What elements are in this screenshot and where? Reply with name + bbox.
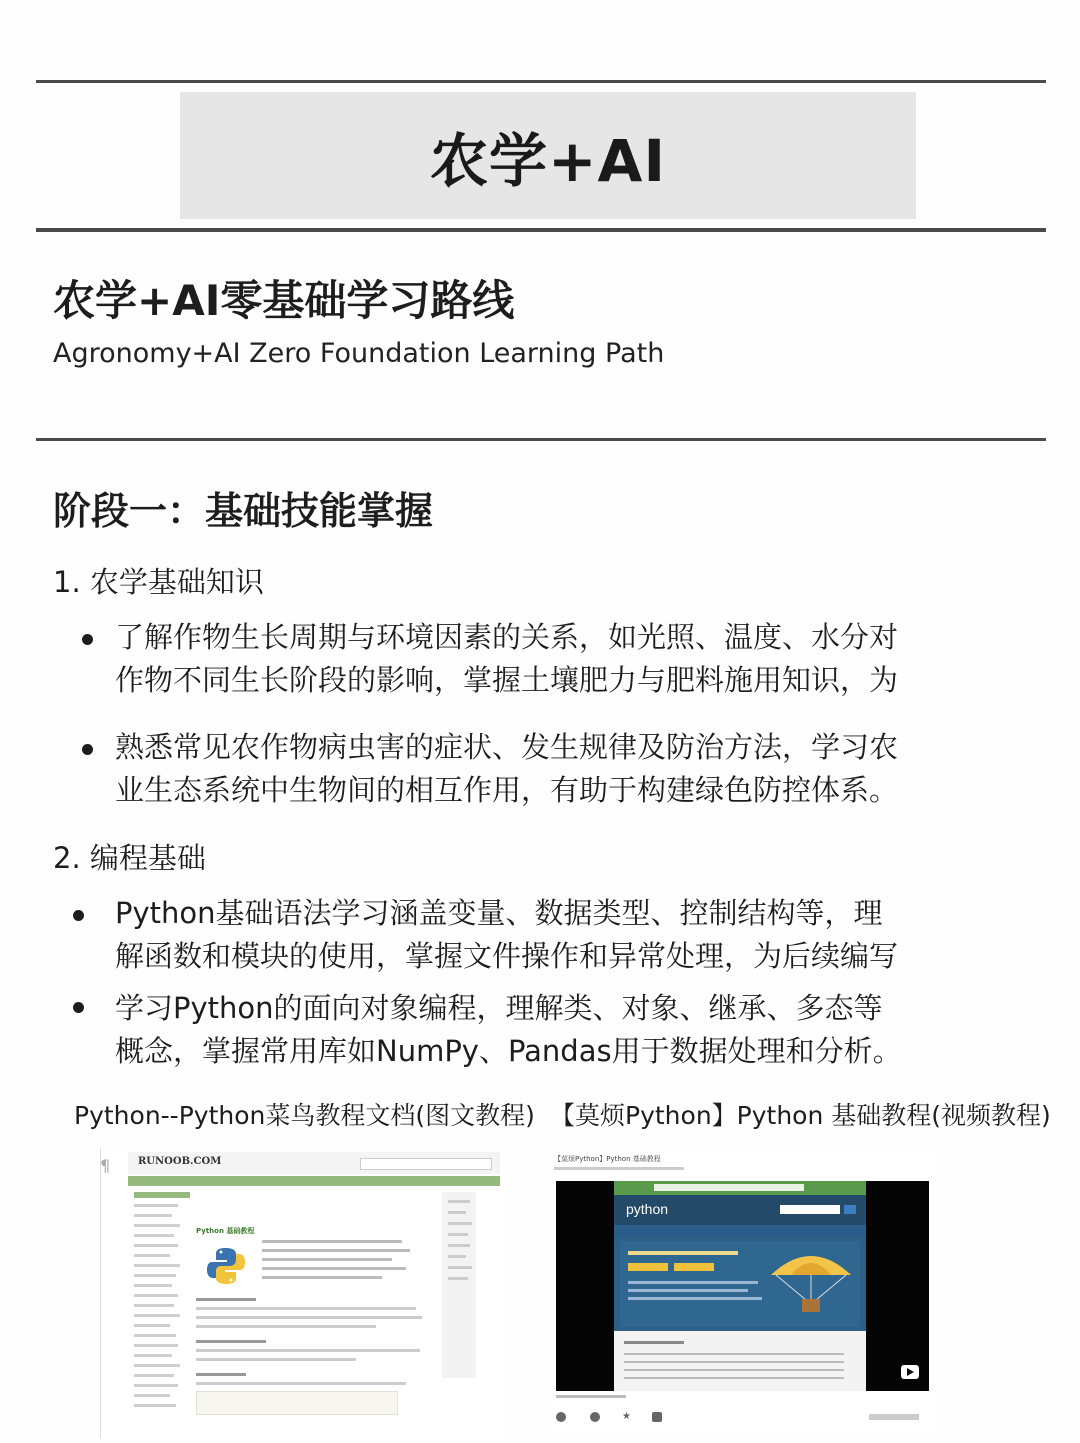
banner-text-line xyxy=(628,1297,762,1300)
pilcrow-icon: ¶ xyxy=(100,1156,111,1175)
share-icon[interactable] xyxy=(652,1412,662,1422)
section-title-programming: 2. 编程基础 xyxy=(53,841,206,875)
python-site-header xyxy=(614,1195,866,1225)
intro-heading: 农学+AI零基础学习路线 xyxy=(53,276,515,325)
sidebar-item xyxy=(134,1274,176,1277)
panel-item xyxy=(448,1211,466,1214)
panel-item xyxy=(448,1277,468,1280)
text-line xyxy=(196,1358,356,1361)
intro-divider xyxy=(36,438,1046,441)
runoob-screenshot[interactable] xyxy=(96,1148,506,1438)
list-item-line: 解函数和模块的使用，掌握文件操作和异常处理，为后续编写 xyxy=(115,939,899,973)
content-text-block xyxy=(262,1240,412,1285)
sidebar-item xyxy=(134,1284,172,1287)
banner-text-line xyxy=(628,1281,758,1284)
python-site-lower xyxy=(614,1331,866,1391)
list-item-line: Python基础语法学习涵盖变量、数据类型、控制结构等，理 xyxy=(115,896,883,930)
site-go-button xyxy=(844,1205,856,1214)
text-line xyxy=(262,1276,382,1279)
code-box xyxy=(196,1391,398,1415)
runoob-nav-bar xyxy=(128,1176,500,1186)
left-margin-line xyxy=(100,1148,101,1438)
text-line xyxy=(262,1258,392,1261)
sidebar-item xyxy=(134,1304,174,1307)
content-title: Python 基础教程 xyxy=(196,1227,255,1235)
text-line xyxy=(624,1377,844,1379)
resource-caption-video: 【莫烦Python】Python 基础教程(视频教程) xyxy=(550,1101,1051,1130)
play-triangle xyxy=(907,1368,914,1376)
runoob-search-box xyxy=(360,1158,492,1170)
list-item xyxy=(115,616,985,702)
parachute-icon xyxy=(766,1245,856,1315)
runoob-header xyxy=(128,1152,500,1174)
more-icon[interactable] xyxy=(869,1414,919,1420)
text-line xyxy=(624,1369,844,1371)
text-line xyxy=(262,1267,406,1270)
text-line xyxy=(624,1353,844,1355)
panel-item xyxy=(448,1233,468,1236)
content-paragraphs xyxy=(196,1298,426,1415)
sidebar-item xyxy=(134,1314,180,1317)
runoob-logo: RUNOOB.COM xyxy=(138,1156,222,1167)
list-item-line: 概念，掌握常用库如NumPy、Pandas用于数据处理和分析。 xyxy=(115,1034,902,1068)
site-search-box xyxy=(780,1205,840,1214)
sidebar-item xyxy=(134,1214,172,1217)
resource-caption-runoob: Python--Python菜鸟教程文档(图文教程) xyxy=(74,1101,535,1130)
video-player[interactable] xyxy=(556,1181,929,1391)
top-rule xyxy=(36,80,1046,83)
text-line xyxy=(196,1382,406,1385)
text-line xyxy=(624,1341,684,1344)
banner-text-line xyxy=(628,1251,738,1255)
list-item-line: 学习Python的面向对象编程，理解类、对象、继承、多态等 xyxy=(115,991,883,1025)
sidebar-item xyxy=(134,1374,174,1377)
stage-heading: 阶段一：基础技能掌握 xyxy=(53,489,434,533)
python-site-logo: python xyxy=(626,1201,669,1217)
sidebar-item xyxy=(134,1294,178,1297)
sidebar-item xyxy=(134,1264,180,1267)
sidebar-item xyxy=(134,1324,170,1327)
list-item-line: 熟悉常见农作物病虫害的症状、发生规律及防治方法，学习农 xyxy=(115,730,899,764)
panel-item xyxy=(448,1266,472,1269)
list-item xyxy=(115,726,985,812)
panel-item xyxy=(448,1200,470,1203)
bullet-dot xyxy=(82,634,93,645)
video-info-line xyxy=(556,1395,626,1398)
text-line xyxy=(262,1240,402,1243)
panel-item xyxy=(448,1255,466,1258)
bullet-dot xyxy=(73,1002,84,1013)
text-line xyxy=(196,1349,420,1352)
banner-text-line xyxy=(628,1289,748,1292)
text-line xyxy=(196,1340,266,1343)
browser-chrome xyxy=(614,1181,866,1195)
list-item xyxy=(115,892,985,978)
list-item-line: 业生态系统中生物间的相互作用，有助于构建绿色防控体系。 xyxy=(115,773,899,807)
video-top-title: 【莫烦Python】Python 基础教程 xyxy=(554,1155,661,1163)
panel-item xyxy=(448,1244,470,1247)
video-screenshot[interactable] xyxy=(550,1150,935,1430)
sidebar-item xyxy=(134,1344,178,1347)
text-line xyxy=(196,1316,422,1319)
sidebar-item xyxy=(134,1354,172,1357)
sidebar-item xyxy=(134,1394,170,1397)
text-line xyxy=(196,1298,256,1301)
python-site-nav xyxy=(614,1225,866,1237)
star-icon[interactable]: ★ xyxy=(622,1411,631,1422)
sidebar-active-item xyxy=(134,1192,190,1198)
intro-subheading: Agronomy+AI Zero Foundation Learning Path xyxy=(53,338,665,369)
list-item-line: 作物不同生长阶段的影响，掌握土壤肥力与肥料施用知识，为 xyxy=(115,663,899,697)
runoob-right-panel xyxy=(442,1192,476,1378)
title-banner xyxy=(180,92,916,219)
runoob-content xyxy=(196,1226,426,1426)
sidebar-item xyxy=(134,1364,180,1367)
section-title-agronomy: 1. 农学基础知识 xyxy=(53,565,264,599)
page-title: 农学+AI xyxy=(429,126,667,195)
python-logo-icon xyxy=(206,1246,246,1286)
sidebar-item xyxy=(134,1404,176,1407)
sidebar-item xyxy=(134,1204,178,1207)
text-line xyxy=(196,1373,246,1376)
download-banner xyxy=(620,1241,860,1327)
video-action-bar xyxy=(556,1412,929,1424)
bullet-dot xyxy=(82,744,93,755)
sidebar-item xyxy=(134,1254,170,1257)
address-bar xyxy=(654,1184,804,1191)
runoob-sidebar xyxy=(134,1192,190,1422)
text-line xyxy=(262,1249,410,1252)
video-meta-line xyxy=(554,1167,684,1170)
bullet-dot xyxy=(73,910,84,921)
sidebar-item xyxy=(134,1224,180,1227)
list-item-line: 了解作物生长周期与环境因素的关系，如光照、温度、水分对 xyxy=(115,620,899,654)
download-button xyxy=(628,1263,668,1271)
text-line xyxy=(624,1361,844,1363)
like-icon[interactable] xyxy=(556,1412,566,1422)
title-bottom-rule xyxy=(36,228,1046,232)
browser-frame xyxy=(614,1181,866,1391)
text-line xyxy=(196,1325,376,1328)
play-icon[interactable] xyxy=(901,1365,919,1379)
sidebar-item xyxy=(134,1384,178,1387)
panel-item xyxy=(448,1222,472,1225)
sidebar-item xyxy=(134,1334,176,1337)
list-item xyxy=(115,987,985,1073)
coin-icon[interactable] xyxy=(590,1412,600,1422)
sidebar-item xyxy=(134,1234,174,1237)
sidebar-item xyxy=(134,1244,178,1247)
download-button xyxy=(674,1263,714,1271)
text-line xyxy=(196,1307,416,1310)
